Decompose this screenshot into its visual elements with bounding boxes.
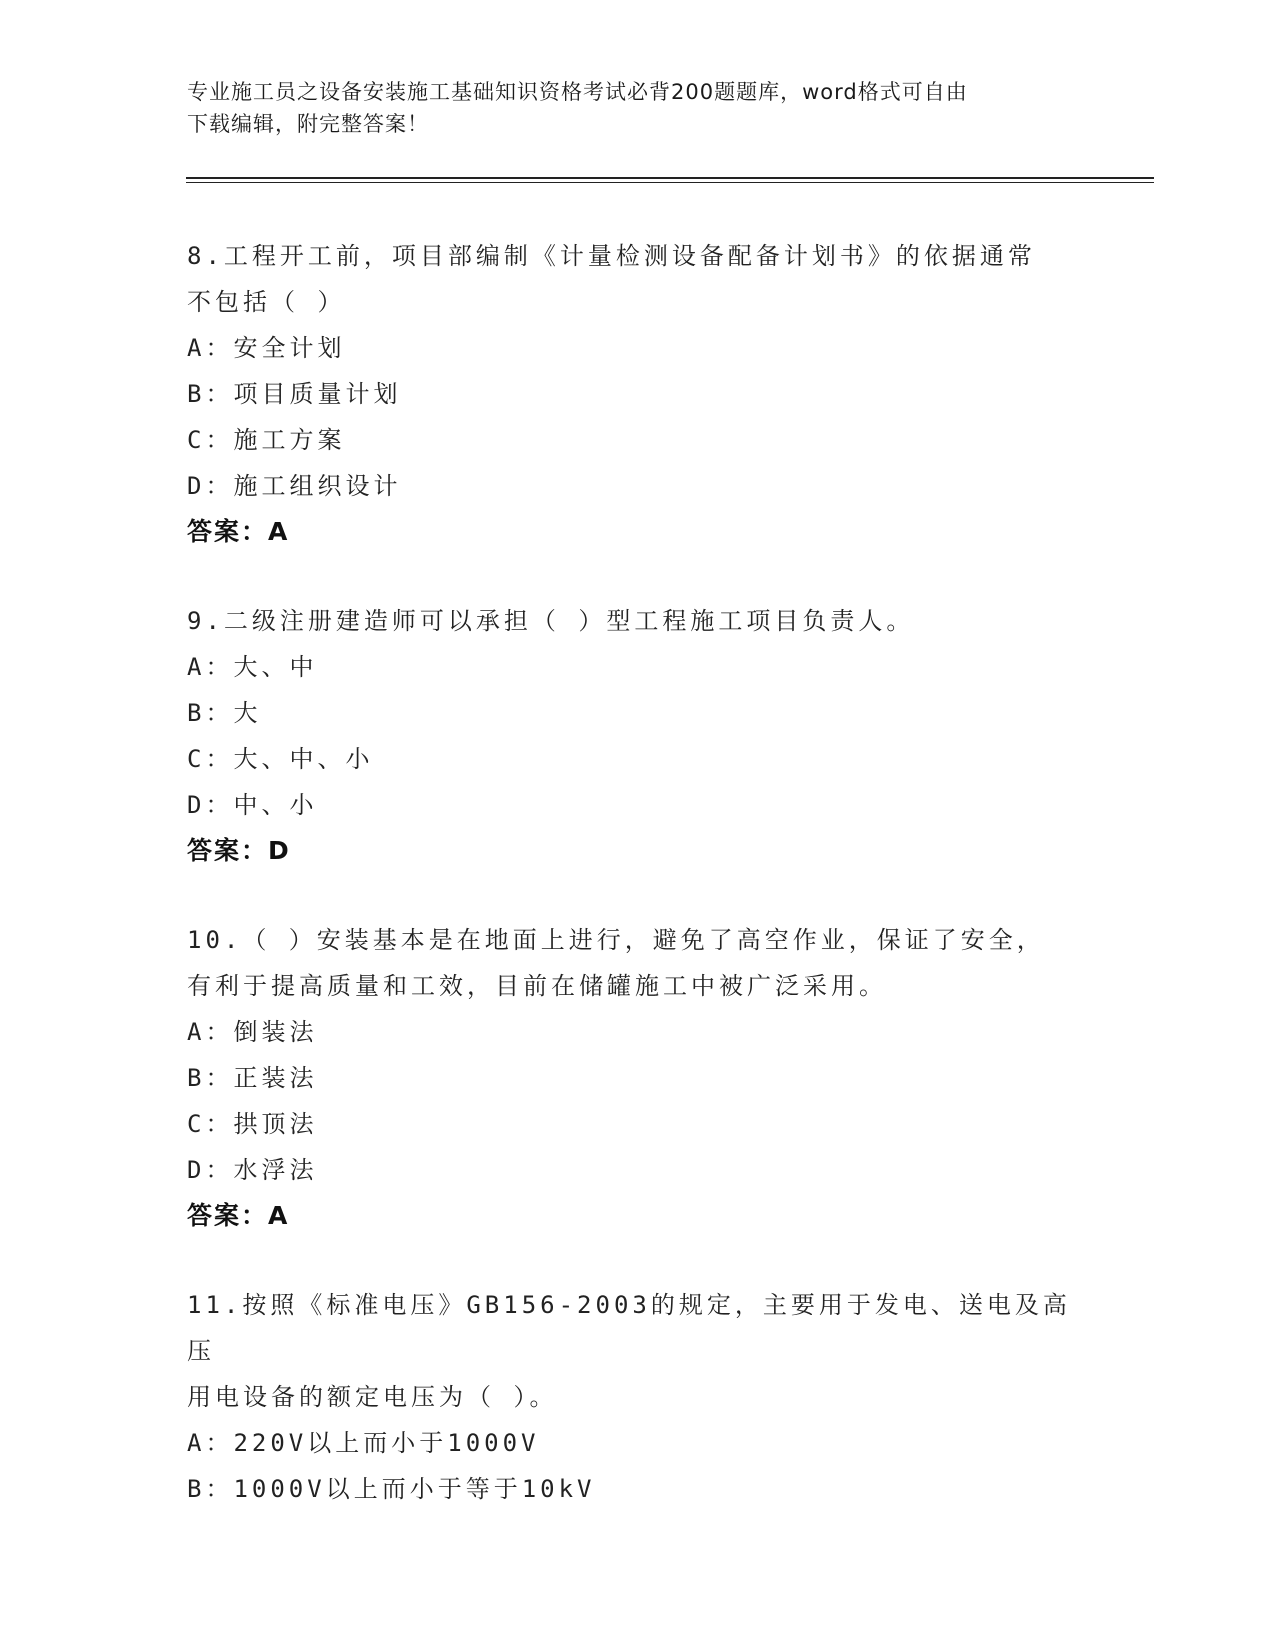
header-divider (186, 177, 1154, 183)
document-header (187, 76, 1067, 140)
question-stem-line: 8.工程开工前，项目部编制《计量检测设备配备计划书》的依据通常 (187, 242, 1036, 270)
header-line-1: 专业施工员之设备安装施工基础知识资格考试必背200题题库，word格式可自由 (187, 80, 968, 104)
option-b: B：1000V以上而小于等于10kV (187, 1475, 596, 1503)
question-stem-line: 10.（ ）安装基本是在地面上进行，避免了高空作业，保证了安全， (187, 926, 1045, 954)
question-9 (187, 598, 1087, 874)
option-c: C：拱顶法 (187, 1110, 318, 1138)
option-c: C：大、中、小 (187, 745, 374, 773)
question-stem-line: 有利于提高质量和工效，目前在储罐施工中被广泛采用。 (187, 972, 887, 1000)
question-stem-line: 不包括（ ） (187, 288, 346, 316)
header-line-2: 下载编辑，附完整答案！ (187, 112, 429, 136)
option-b: B：正装法 (187, 1064, 318, 1092)
question-10 (187, 917, 1087, 1239)
question-stem-line: 9.二级注册建造师可以承担（ ）型工程施工项目负责人。 (187, 607, 915, 635)
question-8 (187, 233, 1087, 555)
option-a: A：倒装法 (187, 1018, 318, 1046)
option-a: A：安全计划 (187, 334, 346, 362)
answer-label: 答案：A (187, 517, 290, 546)
answer-label: 答案：D (187, 836, 291, 865)
option-b: B：项目质量计划 (187, 380, 402, 408)
option-a: A：大、中 (187, 653, 318, 681)
answer-label: 答案：A (187, 1201, 290, 1230)
option-d: D：中、小 (187, 791, 318, 819)
question-11 (187, 1282, 1087, 1512)
question-list (187, 233, 1087, 1555)
question-stem-line: 用电设备的额定电压为（ ）。 (187, 1383, 558, 1411)
option-d: D：施工组织设计 (187, 472, 402, 500)
option-b: B：大 (187, 699, 262, 727)
question-stem-line: 11.按照《标准电压》GB156-2003的规定，主要用于发电、送电及高压 (187, 1291, 1071, 1365)
option-a: A：220V以上而小于1000V (187, 1429, 540, 1457)
option-d: D：水浮法 (187, 1156, 318, 1184)
option-c: C：施工方案 (187, 426, 346, 454)
